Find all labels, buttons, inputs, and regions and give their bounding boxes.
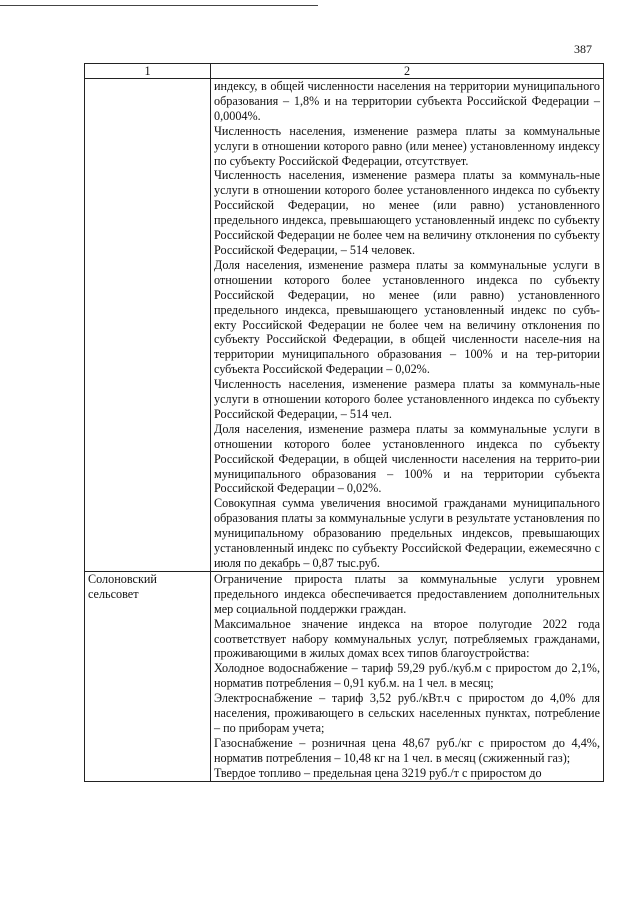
row-municipality-cell bbox=[85, 79, 211, 572]
table-row bbox=[85, 571, 604, 781]
paragraph: Совокупная сумма увеличения вносимой гражданами муниципального образования платы за коммунальные услуги в результате установления по муниципальному образованию предельных индексов, превышающих установленный индекс по субъекту Российской Федерации, ежемесячно с июля по декабрь – 0,87 тыс.руб. bbox=[214, 496, 600, 570]
paragraph: Численность населения, изменение размера платы за коммунальные услуги в отношении которого равно (или менее) установленному индексу по субъекту Российской Федерации, отсутствует. bbox=[214, 123, 600, 168]
document-table bbox=[84, 63, 604, 782]
column-header-2: 2 bbox=[211, 64, 604, 79]
top-rule bbox=[0, 5, 318, 6]
paragraph: Ограничение прироста платы за коммунальные услуги уровнем предельного индекса обеспечивается предоставлением дополнительных мер социальной поддержки граждан. bbox=[214, 571, 600, 616]
municipality-name: Солоновский сельсовет bbox=[88, 571, 157, 601]
paragraph: Газоснабжение – розничная цена 48,67 руб./кг с приростом до 4,4%, норматив потребления – 10,48 кг на 1 чел. в месяц (сжиженный газ); bbox=[214, 735, 600, 765]
paragraph: Численность населения, изменение размера платы за коммуналь-ные услуги в отношении которого более установленного индекса по субъекту Российской Федерации, – 514 чел. bbox=[214, 377, 600, 421]
row-municipality-cell bbox=[85, 571, 211, 781]
paragraph: Твердое топливо – предельная цена 3219 руб./т с приростом до bbox=[214, 765, 542, 780]
row-description-cell bbox=[211, 79, 604, 572]
page-number: 387 bbox=[574, 42, 592, 56]
paragraph: Электроснабжение – тариф 3,52 руб./кВт.ч с приростом до 4,0% для населения, проживающего в сельских населенных пунктах, потребление – по приборам учета; bbox=[214, 691, 600, 735]
paragraph: Численность населения, изменение размера платы за коммуналь-ные услуги в отношении которого более установленного индекса по субъекту Российской Федерации, но менее (или равно) установленного предельного индекса, превышающего установленный индекс по субъекту Российской Федерации не более чем на величину отклонения по субъекту Российской Федерации, – 514 человек. bbox=[214, 168, 600, 257]
column-header-1: 1 bbox=[85, 64, 211, 79]
paragraph: индексу, в общей численности населения на территории муниципального образования – 1,8% и на территории субъекта Российской Федерации – 0,0004%. bbox=[214, 79, 600, 123]
paragraph: Холодное водоснабжение – тариф 59,29 руб./куб.м с приростом до 2,1%, норматив потребления – 0,91 куб.м. на 1 чел. в месяц; bbox=[214, 661, 600, 691]
paragraph: Доля населения, изменение размера платы за коммунальные услуги в отношении которого более установленного индекса по субъекту Российской Федерации, в общей численности населения на террито-рии муниципального образования – 100% и на территории субъекта Российской Федерации – 0,02%. bbox=[214, 421, 600, 496]
row-description-cell bbox=[211, 571, 604, 781]
paragraph: Доля населения, изменение размера платы за коммунальные услуги в отношении которого более установленного индекса по субъекту Российской Федерации, но менее (или равно) установленного предельного индекса, превышающего установленный индекс по субъ-екту Российской Федерации не более чем на величину отклонения по субъекту Российской Федерации, в общей численности населе-ния на территории муниципального образования – 100% и на тер-ритории субъекта Российской Федерации – 0,02%. bbox=[214, 257, 600, 377]
table-row bbox=[85, 79, 604, 572]
header-row bbox=[85, 64, 604, 79]
paragraph: Максимальное значение индекса на второе полугодие 2022 года соответствует набору коммунальных услуг, потребляемых гражданами, проживающими в жилых домах всех типов благоустройства: bbox=[214, 616, 600, 661]
